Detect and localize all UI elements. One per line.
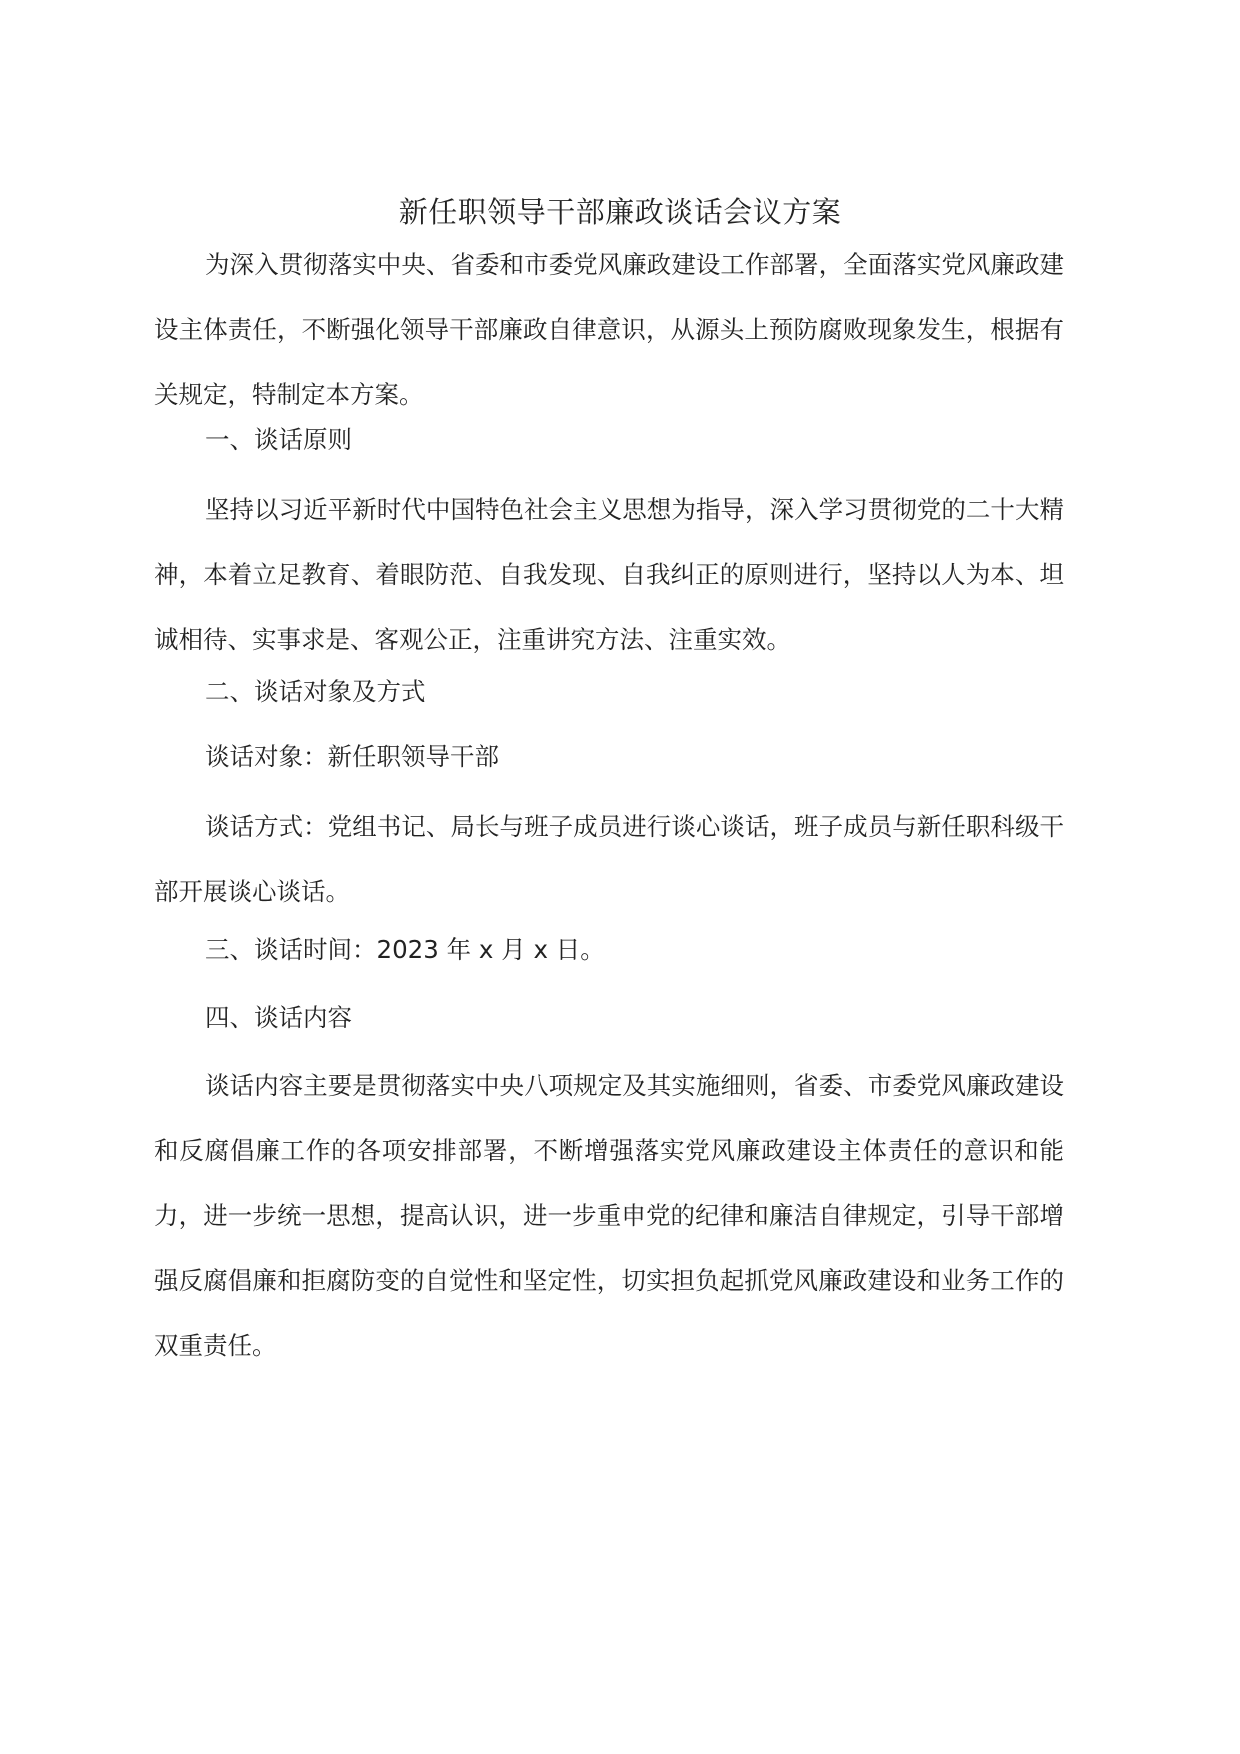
content-paragraph: 谈话内容主要是贯彻落实中央八项规定及其实施细则，省委、市委党风廉政建设和反腐倡廉工作的各项安排部署，不断增强落实党风廉政建设主体责任的意识和能力，进一步统一思想，提高认识，进一步重申党的纪律和廉洁自律规定，引导干部增强反腐倡廉和拒腐防变的自觉性和坚定性，切实担负起抓党风廉政建设和业务工作的双重责任。	[154, 1071, 1064, 1360]
section-heading-principles: 一、谈话原则	[205, 425, 352, 454]
section-heading-targets: 二、谈话对象及方式	[205, 677, 426, 706]
document-title: 新任职领导干部廉政谈话会议方案	[398, 195, 842, 229]
section-heading-time: 三、谈话时间：2023 年 x 月 x 日。	[205, 935, 605, 964]
talk-method-paragraph: 谈话方式：党组书记、局长与班子成员进行谈心谈话，班子成员与新任职科级干部开展谈心谈话。	[154, 812, 1064, 906]
intro-paragraph: 为深入贯彻落实中央、省委和市委党风廉政建设工作部署，全面落实党风廉政建设主体责任，不断强化领导干部廉政自律意识，从源头上预防腐败现象发生，根据有关规定，特制定本方案。	[154, 250, 1064, 409]
talk-target-paragraph: 谈话对象：新任职领导干部	[205, 742, 499, 771]
principles-paragraph: 坚持以习近平新时代中国特色社会主义思想为指导，深入学习贯彻党的二十大精神，本着立足教育、着眼防范、自我发现、自我纠正的原则进行，坚持以人为本、坦诚相待、实事求是、客观公正，注重讲究方法、注重实效。	[154, 495, 1064, 654]
section-heading-content: 四、谈话内容	[205, 1003, 352, 1032]
